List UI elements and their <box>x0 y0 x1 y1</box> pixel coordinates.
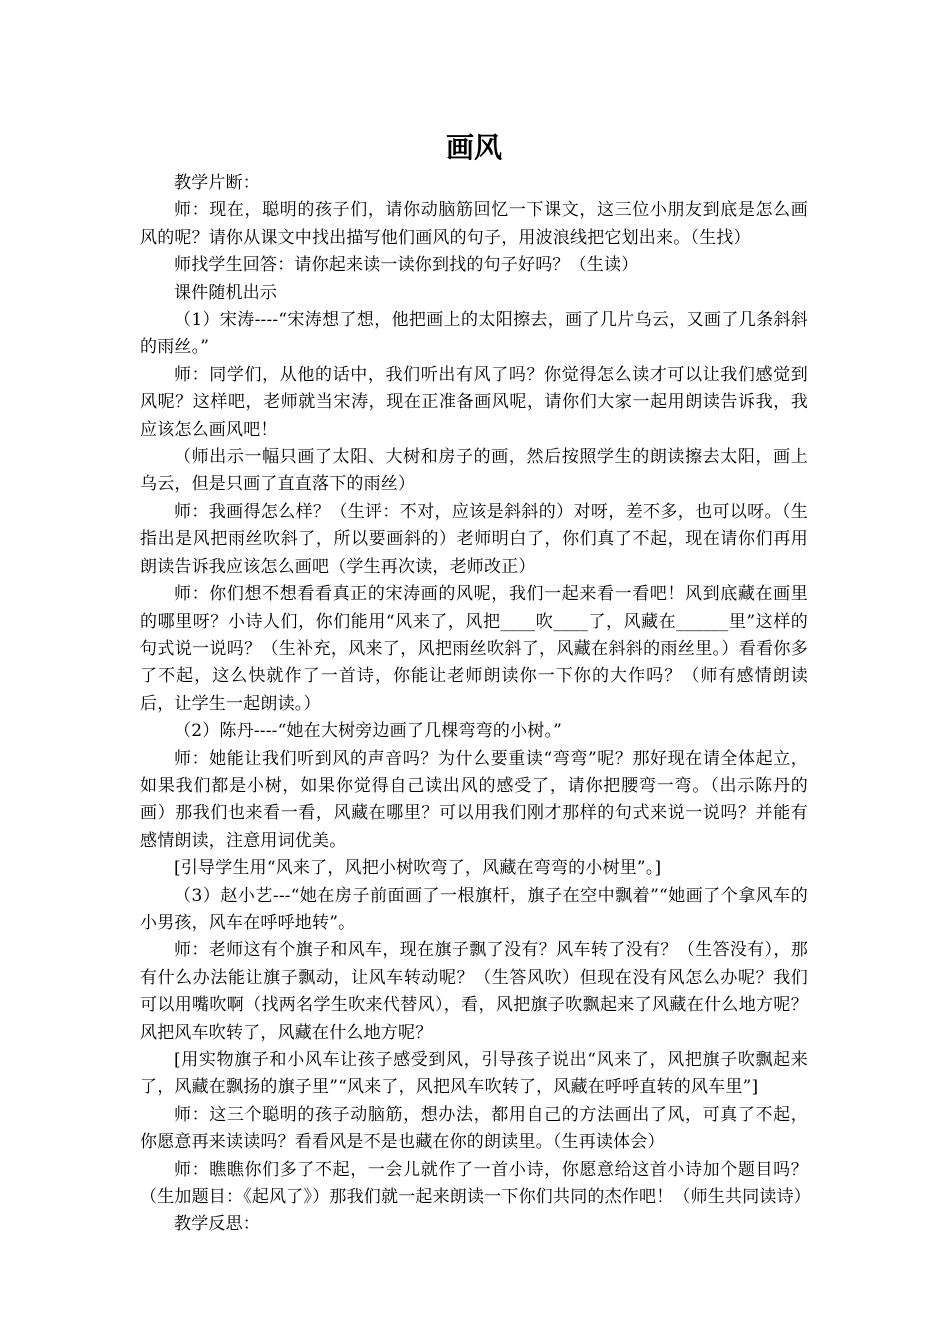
paragraph: 师找学生回答：请你起来读一读你到找的句子好吗？（生读） <box>174 255 639 276</box>
paragraph: 师：老师这有个旗子和风车，现在旗子飘了没有？风车转了没有？（生答没有），那有什么办法能让旗子飘动，让风车转动呢？（生答风吹）但现在没有风怎么办呢？我们可以用嘴吹啊（找两名学生吹来代替风），看，风把旗子吹飘起来了风藏在什么地方呢？风把风车吹转了，风藏在什么地方呢？ <box>140 940 808 1043</box>
paragraph: （师出示一幅只画了太阳、大树和房子的画，然后按照学生的朗读擦去太阳，画上乌云，但是只画了直直落下的雨丝） <box>140 447 808 495</box>
paragraph: 课件随机出示 <box>174 282 278 303</box>
document-title: 画风 <box>445 131 502 164</box>
paragraph: （3）赵小艺---“她在房子前面画了一根旗杆，旗子在空中飘着”“她画了个拿风车的小男孩，风车在呼呼地转”。 <box>140 885 808 933</box>
paragraph: [用实物旗子和小风车让孩子感受到风，引导孩子说出“风来了，风把旗子吹飘起来了，风藏在飘扬的旗子里”“风来了，风把风车吹转了，风藏在呼呼直转的风车里”] <box>140 1050 808 1098</box>
document-page <box>140 128 811 1239</box>
paragraph: （2）陈丹----“她在大树旁边画了几棵弯弯的小树。” <box>174 721 563 742</box>
paragraph: 师：瞧瞧你们多了不起，一会儿就作了一首小诗，你愿意给这首小诗加个题目吗？（生加题目：《起风了》）那我们就一起来朗读一下你们共同的杰作吧！（师生共同读诗） <box>140 1159 811 1208</box>
paragraph: 师：她能让我们听到风的声音吗？为什么要重读“弯弯”呢？那好现在请全体起立，如果我们都是小树，如果你觉得自己读出风的感受了，请你把腰弯一弯。（出示陈丹的画）那我们也来看一看，风藏在哪里？可以用我们刚才那样的句式来说一说吗？并能有感情朗读，注意用词优美。 <box>140 748 808 851</box>
paragraph: [引导学生用“风来了，风把小树吹弯了，风藏在弯弯的小树里”。] <box>174 858 662 879</box>
paragraph: 师：现在，聪明的孩子们，请你动脑筋回忆一下课文，这三位小朋友到底是怎么画风的呢？请你从课文中找出描写他们画风的句子，用波浪线把它划出来。（生找） <box>140 200 808 248</box>
paragraph: 师：这三个聪明的孩子动脑筋，想办法，都用自己的方法画出了风，可真了不起，你愿意再来读读吗？看看风是不是也藏在你的朗读里。（生再读体会） <box>140 1104 808 1153</box>
paragraph-section-heading: 教学片断： <box>174 173 260 193</box>
paragraph: 师：同学们，从他的话中，我们听出有风了吗？你觉得怎么读才可以让我们感觉到风呢？这样吧，老师就当宋涛，现在正准备画风呢，请你们大家一起用朗读告诉我，我应该怎么画风吧！ <box>140 364 808 440</box>
paragraph: 师：你们想不想看看真正的宋涛画的风呢，我们一起来看一看吧！风到底藏在画里的哪里呀？小诗人们，你们能用“风来了，风把____吹____了，风藏在______里”这样的句式说一说吗？（生补充，风来了，风把雨丝吹斜了，风藏在斜斜的雨丝里。）看看你多了不起，这么快就作了一首诗，你能让老师朗读你一下你的大作吗？（师有感情朗读后，让学生一起朗读。） <box>140 584 808 714</box>
paragraph: （1）宋涛----“宋涛想了想，他把画上的太阳擦去，画了几片乌云，又画了几条斜斜的雨丝。” <box>140 310 808 358</box>
paragraph-section-heading: 教学反思： <box>174 1214 260 1235</box>
paragraph: 师：我画得怎么样？（生评：不对，应该是斜斜的）对呀，差不多，也可以呀。（生指出是风把雨丝吹斜了，所以要画斜的）老师明白了，你们真了不起，现在请你们再用朗读告诉我应该怎么画吧（学生再次读，老师改正） <box>140 501 808 577</box>
